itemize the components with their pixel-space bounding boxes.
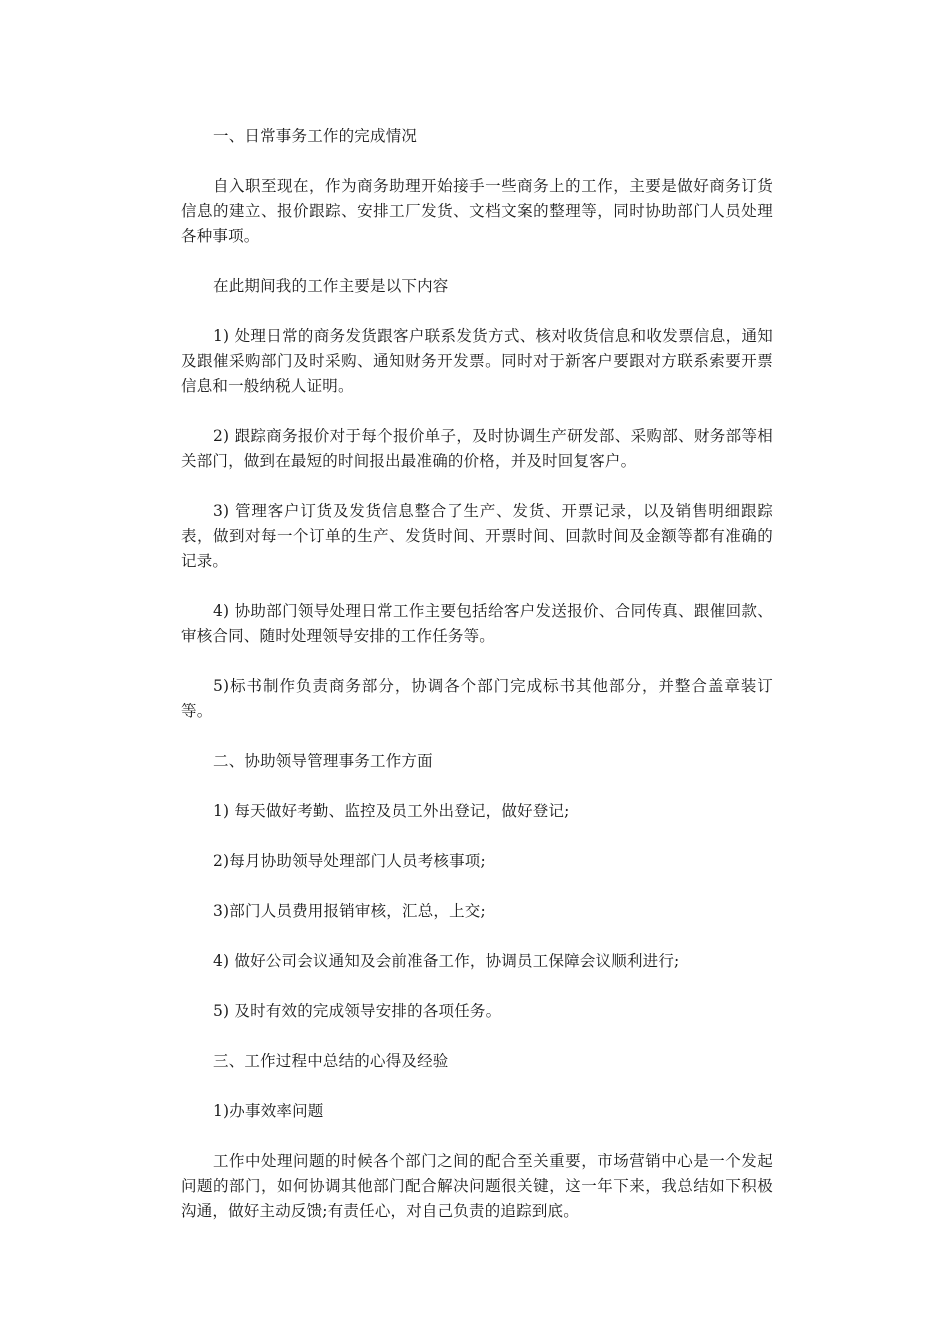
- list-item-assist-leader: 4) 协助部门领导处理日常工作主要包括给客户发送报价、合同传真、跟催回款、审核合同、随时处理领导安排的工作任务等。: [181, 602, 773, 645]
- list-item-order-management: 3) 管理客户订货及发货信息整合了生产、发货、开票记录，以及销售明细跟踪表，做到对每一个订单的生产、发货时间、开票时间、回款时间及金额等都有准确的记录。: [181, 502, 773, 570]
- list-item-meetings: 4) 做好公司会议通知及会前准备工作，协调员工保障会议顺利进行;: [213, 952, 680, 970]
- list-item-quotation: 2) 跟踪商务报价对于每个报价单子，及时协调生产研发部、采购部、财务部等相关部门，做到在最短的时间报出最准确的价格，并及时回复客户。: [181, 427, 773, 470]
- list-item-attendance: 1) 每天做好考勤、监控及员工外出登记，做好登记;: [213, 802, 570, 820]
- list-item-assessment: 2)每月协助领导处理部门人员考核事项;: [213, 852, 486, 870]
- paragraph-intro: 自入职至现在，作为商务助理开始接手一些商务上的工作，主要是做好商务订货信息的建立、报价跟踪、安排工厂发货、文档文案的整理等，同时协助部门人员处理各种事项。: [181, 177, 773, 245]
- list-item-shipping: 1) 处理日常的商务发货跟客户联系发货方式、核对收货信息和收发票信息，通知及跟催采购部门及时采购、通知财务开发票。同时对于新客户要跟对方联系索要开票信息和一般纳税人证明。: [181, 327, 773, 395]
- paragraph-efficiency-detail: 工作中处理问题的时候各个部门之间的配合至关重要，市场营销中心是一个发起问题的部门，如何协调其他部门配合解决问题很关键，这一年下来，我总结如下积极沟通，做好主动反馈;有责任心，对自己负责的追踪到底。: [181, 1152, 773, 1220]
- list-item-expenses: 3)部门人员费用报销审核，汇总，上交;: [213, 902, 486, 920]
- list-item-tender: 5)标书制作负责商务部分，协调各个部门完成标书其他部分，并整合盖章装订等。: [181, 677, 773, 720]
- list-item-tasks: 5) 及时有效的完成领导安排的各项任务。: [213, 1002, 502, 1020]
- document-body: [181, 124, 773, 1224]
- paragraph-work-contents: 在此期间我的工作主要是以下内容: [213, 277, 449, 295]
- list-item-efficiency: 1)办事效率问题: [213, 1102, 324, 1120]
- section-heading-experience: 三、工作过程中总结的心得及经验: [213, 1052, 449, 1070]
- section-heading-daily-work: 一、日常事务工作的完成情况: [213, 127, 418, 145]
- section-heading-admin-work: 二、协助领导管理事务工作方面: [213, 752, 433, 770]
